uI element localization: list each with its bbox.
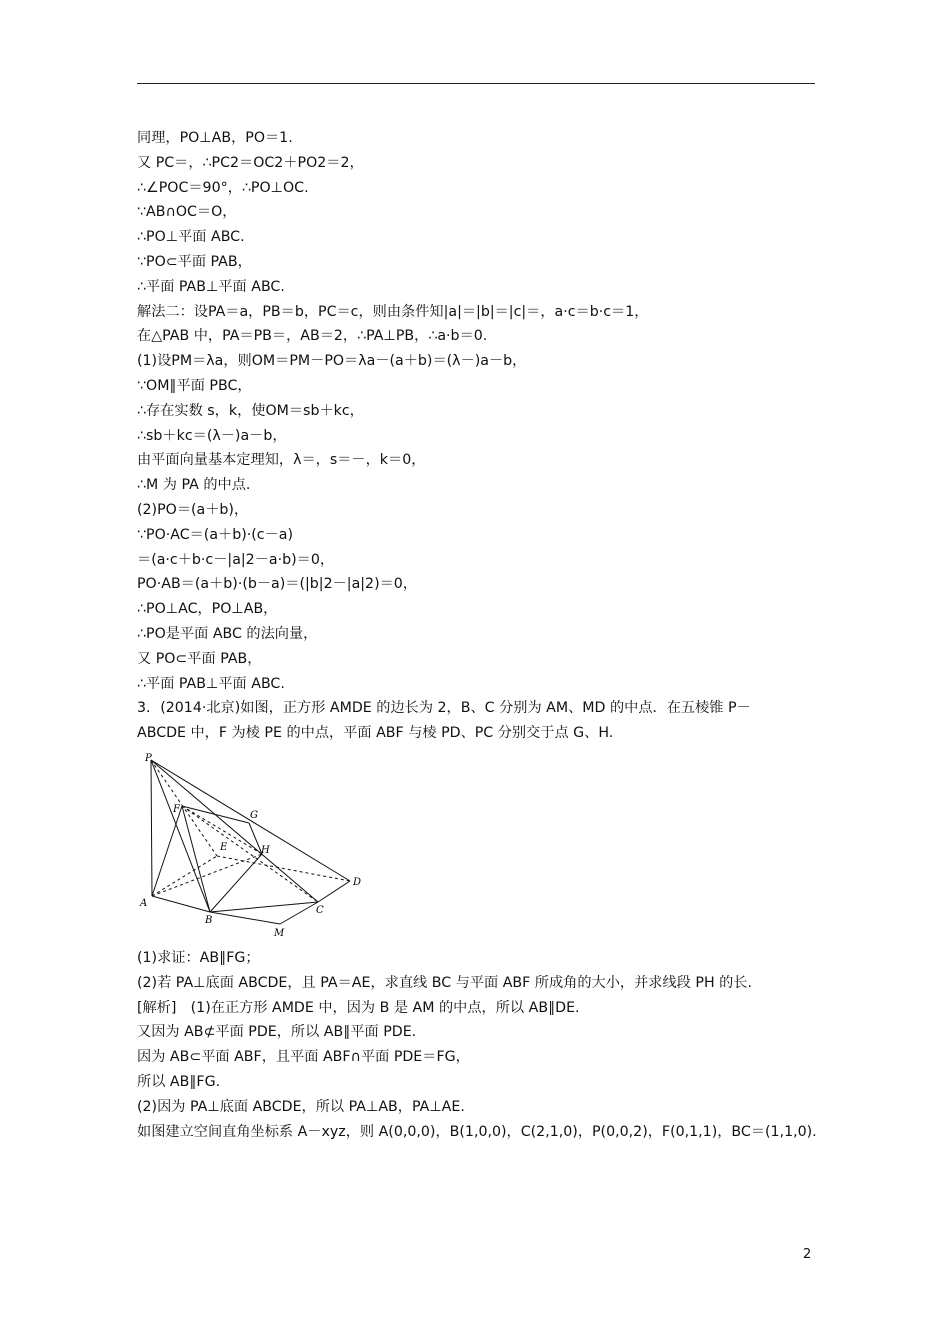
pyramid-diagram: [137, 750, 367, 942]
pyramid-figure: [137, 750, 367, 942]
text-line: [解析] (1)在正方形 AMDE 中，因为 B 是 AM 的中点，所以 AB∥DE.: [137, 999, 580, 1016]
text-line: (2)因为 PA⊥底面 ABCDE，所以 PA⊥AB，PA⊥AE.: [137, 1098, 465, 1115]
edge-PC: [151, 760, 318, 902]
text-line: ∵PO·AC＝(a＋b)·(c－a): [137, 526, 294, 543]
label-C: C: [316, 905, 324, 916]
text-line: (2)若 PA⊥底面 ABCDE，且 PA＝AE，求直线 BC 与平面 ABF 所成角的大小，并求线段 PH 的长.: [137, 974, 753, 991]
text-line: ∴∠POC＝90°，∴PO⊥OC.: [137, 179, 309, 196]
label-A: A: [140, 898, 148, 909]
header-rule: [137, 83, 815, 84]
label-D: D: [353, 877, 362, 888]
text-line: ∴M 为 PA 的中点.: [137, 477, 251, 494]
text-line: (1)设PM＝λa，则OM＝PM－PO＝λa－(a＋b)＝(λ－)a－b，: [137, 353, 527, 370]
edge-AH-hidden: [152, 854, 262, 896]
text-line: 又 PC＝，∴PC2＝OC2＋PO2＝2，: [137, 154, 364, 171]
problem-3-line-2: ABCDE 中，F 为棱 PE 的中点，平面 ABF 与棱 PD、PC 分别交于点 G、H.: [137, 725, 614, 742]
edge-BC: [210, 902, 318, 912]
text-line: (1)求证：AB∥FG；: [137, 950, 260, 966]
edge-AB: [152, 896, 210, 912]
text-line: (2)PO＝(a＋b)，: [137, 501, 249, 518]
page-number: 2: [803, 1247, 812, 1262]
edge-AE-hidden: [152, 856, 217, 896]
text-line: 解法二：设PA＝a，PB＝b，PC＝c，则由条件知|a|＝|b|＝|c|＝，a·c＝b·c＝1，: [137, 303, 649, 320]
text-line: ∴存在实数 s，k，使OM＝sb＋kc，: [137, 402, 364, 419]
problem-3-line-1: 3．(2014·北京)如图，正方形 AMDE 的边长为 2，B、C 分别为 AM、MD 的中点．在五棱锥 P－: [137, 700, 751, 717]
solution-text: [137, 126, 817, 746]
edge-CD: [318, 881, 350, 902]
question-and-analysis: [137, 946, 817, 1144]
label-M: M: [274, 928, 285, 939]
text-line: 在△PAB 中，PA＝PB＝，AB＝2，∴PA⊥PB，∴a·b＝0.: [137, 328, 488, 345]
text-line: ∵AB∩OC＝O，: [137, 204, 237, 221]
edge-BM: [210, 912, 280, 924]
text-line: ＝(a·c＋b·c－|a|2－a·b)＝0，: [137, 551, 335, 568]
text-line: 又 PO⊂平面 PAB，: [137, 650, 262, 667]
label-G: G: [250, 810, 258, 821]
label-F: F: [173, 804, 180, 815]
edge-PA: [151, 760, 152, 896]
edge-PB: [151, 760, 210, 912]
text-line: 因为 AB⊂平面 ABF，且平面 ABF∩平面 PDE＝FG，: [137, 1049, 470, 1066]
text-line: ∴平面 PAB⊥平面 ABC.: [137, 278, 285, 295]
text-line: 如图建立空间直角坐标系 A－xyz，则 A(0,0,0)，B(1,0,0)，C(2,1,0)，P(0,0,2)，F(0,1,1)，BC＝(1,1,0).: [137, 1123, 817, 1140]
text-line: 同理，PO⊥AB，PO＝1.: [137, 130, 293, 146]
label-H: H: [261, 845, 270, 856]
text-line: PO·AB＝(a＋b)·(b－a)＝(|b|2－|a|2)＝0，: [137, 576, 418, 593]
text-line: 又因为 AB⊄平面 PDE，所以 AB∥平面 PDE.: [137, 1024, 417, 1041]
text-line: ∴平面 PAB⊥平面 ABC.: [137, 675, 285, 692]
text-line: ∴sb＋kc＝(λ－)a－b，: [137, 427, 287, 444]
text-line: ∵PO⊂平面 PAB，: [137, 253, 252, 270]
label-B: B: [205, 915, 213, 926]
text-line: ∵OM∥平面 PBC，: [137, 377, 252, 394]
label-E: E: [220, 842, 228, 853]
text-line: ∴PO是平面 ABC 的法向量，: [137, 625, 318, 642]
text-line: ∴PO⊥平面 ABC.: [137, 229, 245, 246]
edge-BF: [182, 806, 210, 912]
text-line: 所以 AB∥FG.: [137, 1073, 221, 1090]
label-P: P: [145, 753, 152, 764]
text-line: ∴PO⊥AC，PO⊥AB，: [137, 601, 278, 618]
text-line: 由平面向量基本定理知，λ＝，s＝－，k＝0，: [137, 452, 426, 469]
edge-AF: [152, 806, 182, 896]
